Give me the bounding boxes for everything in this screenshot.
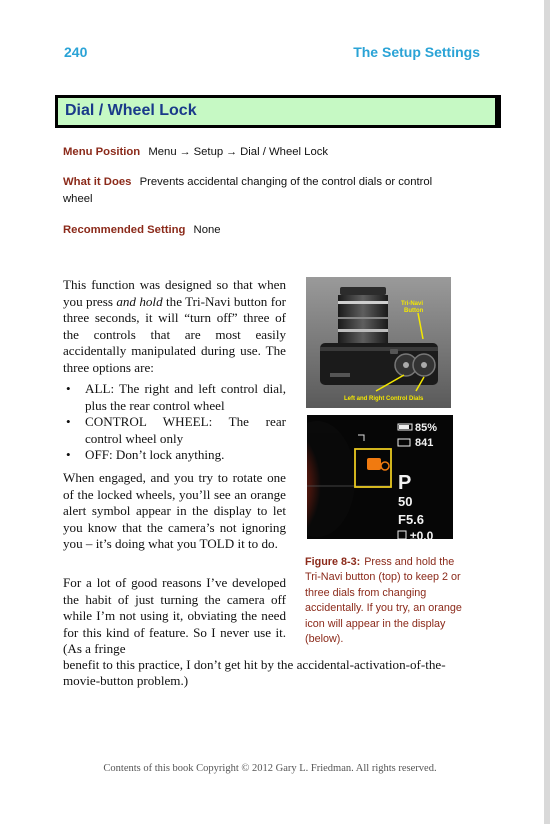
bullet-icon: • xyxy=(66,381,71,396)
option-text: CONTROL WHEEL: The rear control wheel only xyxy=(85,414,286,446)
menu-position-label: Menu Position xyxy=(63,146,141,158)
menu-position-line xyxy=(63,144,463,161)
what-it-does-text: Prevents accidental changing of the control dials or control wheel xyxy=(63,176,433,205)
copyright-footer: Contents of this book Copyright © 2012 Gary L. Friedman. All rights reserved. xyxy=(103,763,437,774)
option-text: OFF: Don’t lock anything. xyxy=(85,447,225,462)
menu-path-item: Setup xyxy=(193,146,224,158)
reasons-text: For a lot of good reasons I’ve developed the habit of just turning the camera off while I’m not using it, obviating the need for this kind of feature. So I never use it. (As a fringe xyxy=(63,575,286,656)
orange-alert-icon xyxy=(367,458,381,470)
what-it-does-label: What it Does xyxy=(63,176,132,188)
option-text: ALL: The right and left control dial, plus the rear control wheel xyxy=(85,381,286,413)
options-list xyxy=(63,381,286,464)
menu-path-item: Menu xyxy=(148,146,177,158)
what-it-does-line xyxy=(63,174,463,208)
control-dials-label: Left and Right Control Dials xyxy=(344,396,424,402)
figure-caption xyxy=(305,555,465,647)
figure-label: Figure 8-3: xyxy=(305,556,361,568)
reasons-paragraph xyxy=(63,575,286,658)
page-number: 240 xyxy=(64,44,88,60)
list-item xyxy=(63,381,286,414)
intro-emphasis: and hold xyxy=(116,293,163,309)
display-photo xyxy=(307,415,453,539)
shots-remaining: 841 xyxy=(415,437,434,449)
page-edge xyxy=(544,0,550,824)
arrow-icon: → xyxy=(179,146,191,158)
list-item xyxy=(63,447,286,464)
intro-text: the Tri-Navi button for three seconds, it will “turn off” three of the controls that are most easily accidentally manipulated during use. The three options are: xyxy=(63,293,286,375)
topic-title: Dial / Wheel Lock xyxy=(65,102,197,119)
intro-paragraph xyxy=(63,277,286,376)
section-title: The Setup Settings xyxy=(353,44,480,60)
recommended-setting-line xyxy=(63,222,463,239)
list-item xyxy=(63,414,286,447)
battery-percent: 85% xyxy=(415,422,438,434)
bullet-icon: • xyxy=(66,414,71,429)
intro-text: This function was designed so that when you press xyxy=(63,277,286,309)
recommended-setting-label: Recommended Setting xyxy=(63,224,186,236)
reasons-continuation-1: benefit to this practice, I don’t get hit by the accidental-activation-of-the- xyxy=(63,657,446,672)
recommended-setting-value: None xyxy=(193,224,221,236)
shutter-speed: 50 xyxy=(398,494,413,509)
camera-top-illustration xyxy=(306,277,451,408)
engaged-paragraph xyxy=(63,470,286,553)
engaged-text: When engaged, and you try to rotate one of the locked wheels, you’ll see an orange alert symbol appear in the display to let you know that the camera’s not ignoring you – it’s doing what you TOLD it to do. xyxy=(63,470,286,551)
reasons-continuation-2: movie-button problem.) xyxy=(63,673,189,688)
tri-navi-label-line2: Button xyxy=(404,308,424,314)
menu-path-item: Dial / Wheel Lock xyxy=(240,146,329,158)
camera-top-photo xyxy=(306,277,451,408)
arrow-icon: → xyxy=(226,146,238,158)
tri-navi-label-line1: Tri-Navi xyxy=(401,301,424,307)
display-illustration xyxy=(307,415,453,539)
figure-caption-text: Press and hold the Tri-Navi button (top) to keep 2 or three dials from changing accidentally. If you try, an orange icon will appear in the display (below). xyxy=(305,556,462,646)
bullet-icon: • xyxy=(66,447,71,462)
topic-title-box xyxy=(55,95,501,128)
shooting-mode: P xyxy=(398,472,412,494)
aperture: F5.6 xyxy=(398,512,425,527)
exposure-compensation: ±0.0 xyxy=(410,529,434,539)
